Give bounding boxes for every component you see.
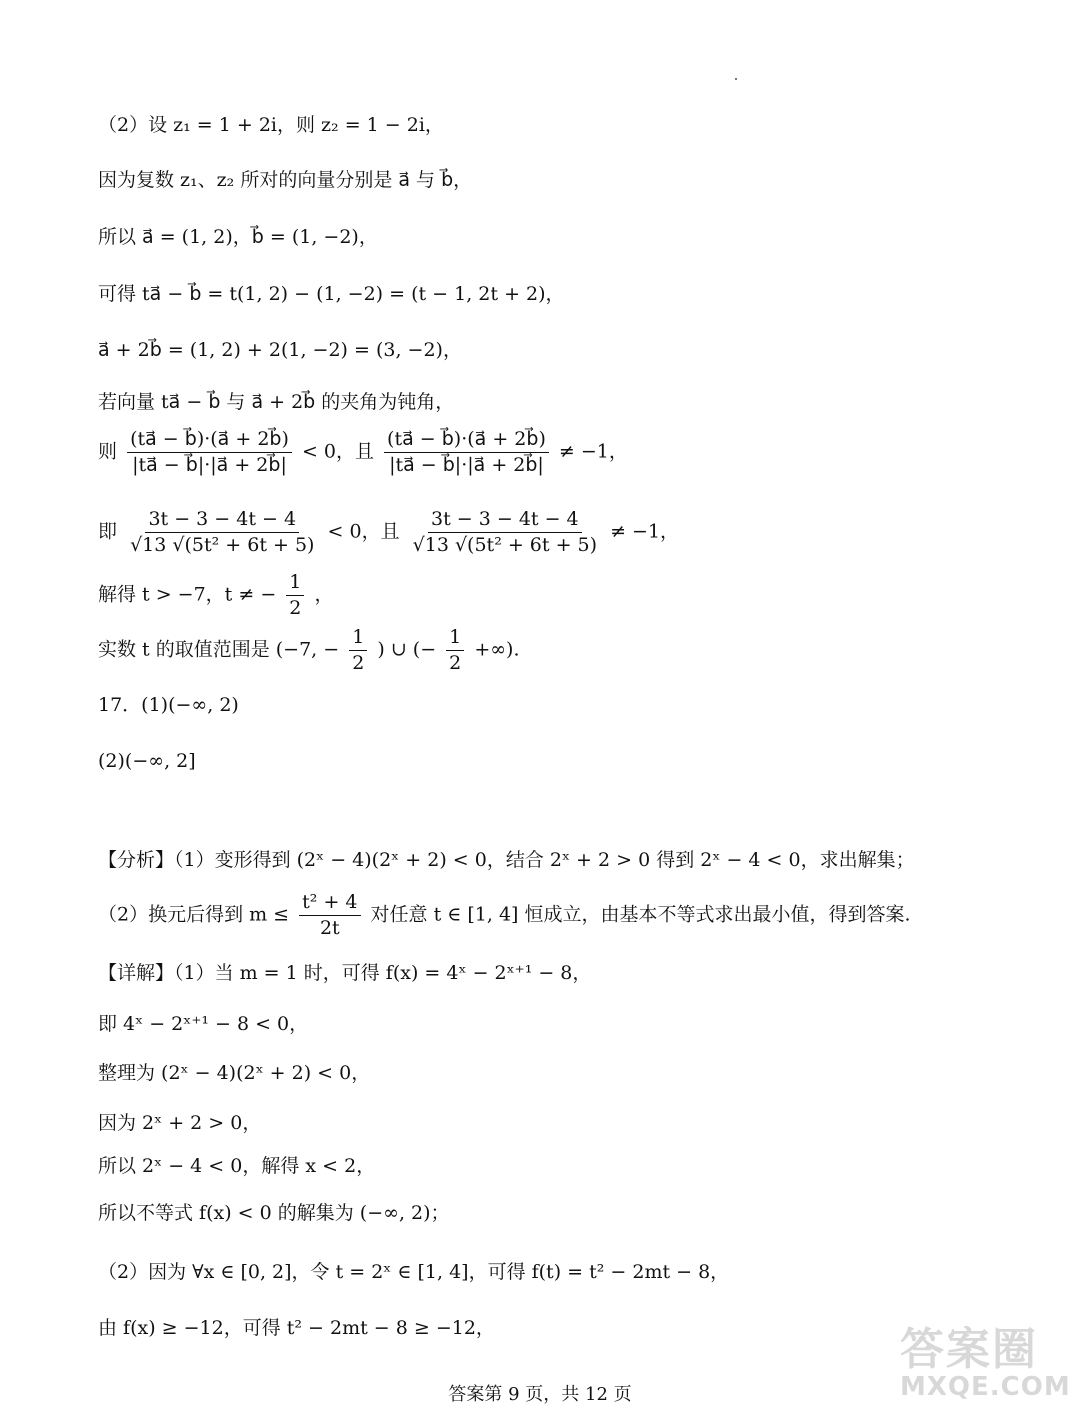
solution-line [98,573,333,618]
fraction-denominator: √13 √(5t² + 6t + 5) [412,534,598,556]
detail-line-2: 即 4ˣ − 2ˣ⁺¹ − 8 < 0， [98,1013,309,1035]
fraction-numerator: 1 [349,628,367,651]
text-line-5: a⃗ + 2b⃗ = (1, 2) + 2(1, −2) = (3, −2)， [98,339,462,361]
analysis-suffix: 对任意 t ∈ [1, 4] 恒成立，由基本不等式求出最小值，得到答案. [370,903,911,926]
analysis-line-2 [98,893,911,938]
range-suffix: +∞). [474,638,520,661]
fraction-numerator: t² + 4 [299,893,360,916]
fraction-denominator: |ta⃗ − b⃗|·|a⃗ + 2b⃗| [389,454,544,476]
detail-line-5: 所以 2ˣ − 4 < 0，解得 x < 2， [98,1155,376,1177]
answer-17-part-2: (2)(−∞, 2] [98,750,196,772]
detail-line-7: （2）因为 ∀x ∈ [0, 2]，令 t = 2ˣ ∈ [1, 4]，可得 f(t) = t² − 2mt − 8， [98,1261,730,1283]
fraction-numerator: 3t − 3 − 4t − 4 [428,510,582,533]
fraction-numerator: (ta⃗ − b⃗)·(a⃗ + 2b⃗) [384,430,549,453]
solution-suffix: ， [314,583,334,606]
fraction-line-obtuse-condition [98,430,628,475]
solution-prefix: 解得 t > −7，t ≠ − [98,583,277,606]
fraction-prefix: 则 [98,440,118,463]
text-line-2: 因为复数 z₁、z₂ 所对的向量分别是 a⃗ 与 b⃗， [98,169,473,191]
fraction-numerator: (ta⃗ − b⃗)·(a⃗ + 2b⃗) [127,430,292,453]
fraction-numerator: 1 [446,628,464,651]
page-footer: 答案第 9 页，共 12 页 [448,1384,632,1405]
text-line-4: 可得 ta⃗ − b⃗ = t(1, 2) − (1, −2) = (t − 1, 2t + 2)， [98,283,565,305]
fraction-suffix: ≠ −1， [558,440,628,463]
fraction-cosine-2 [384,430,549,475]
detail-line-1: 【详解】（1）当 m = 1 时，可得 f(x) = 4ˣ − 2ˣ⁺¹ − 8， [98,962,592,984]
range-prefix: 实数 t 的取值范围是 (−7, − [98,638,340,661]
fraction-prefix: 即 [98,520,118,543]
analysis-prefix: （2）换元后得到 m ≤ [98,903,290,926]
watermark-title: 答案圈 [900,1324,1038,1375]
fraction-numerator: 1 [286,573,304,596]
fraction-middle: < 0，且 [327,520,400,543]
fraction-denominator: |ta⃗ − b⃗|·|a⃗ + 2b⃗| [132,454,287,476]
fraction-middle: < 0，且 [301,440,374,463]
detail-line-8: 由 f(x) ≥ −12，可得 t² − 2mt − 8 ≥ −12， [98,1317,495,1339]
detail-line-6: 所以不等式 f(x) < 0 的解集为 (−∞, 2)； [98,1202,450,1224]
fraction-half [286,573,304,618]
fraction-denominator: 2 [352,652,365,674]
fraction-cosine [127,430,292,475]
fraction-expanded-1 [127,510,317,555]
detail-line-3: 整理为 (2ˣ − 4)(2ˣ + 2) < 0， [98,1062,371,1084]
fraction-line-expanded [98,510,679,555]
range-line [98,628,520,673]
answer-17-part-1: 17．(1)(−∞, 2) [98,694,239,716]
speck-dot [735,78,737,80]
fraction-expanded-2 [410,510,600,555]
detail-line-4: 因为 2ˣ + 2 > 0， [98,1112,262,1134]
fraction-denominator: 2 [289,597,302,619]
fraction-numerator: 3t − 3 − 4t − 4 [145,510,299,533]
fraction-suffix: ≠ −1， [610,520,680,543]
fraction-analysis [299,893,360,938]
fraction-denominator: 2 [449,652,462,674]
fraction-half-1 [349,628,367,673]
fraction-half-2 [446,628,464,673]
watermark-url: MXQE.COM [900,1372,1071,1402]
fraction-denominator: √13 √(5t² + 6t + 5) [130,534,315,556]
fraction-denominator: 2t [319,917,340,939]
text-line-3: 所以 a⃗ = (1, 2)，b⃗ = (1, −2)， [98,226,378,248]
watermark-logo [900,1324,1075,1408]
analysis-line-1: 【分析】（1）变形得到 (2ˣ − 4)(2ˣ + 2) < 0，结合 2ˣ + 2 > 0 得到 2ˣ − 4 < 0，求出解集； [98,849,915,871]
text-line-6: 若向量 ta⃗ − b⃗ 与 a⃗ + 2b⃗ 的夹角为钝角， [98,391,455,413]
range-middle: ) ∪ (− [377,638,437,661]
text-line-1: （2）设 z₁ = 1 + 2i，则 z₂ = 1 − 2i， [98,114,444,136]
